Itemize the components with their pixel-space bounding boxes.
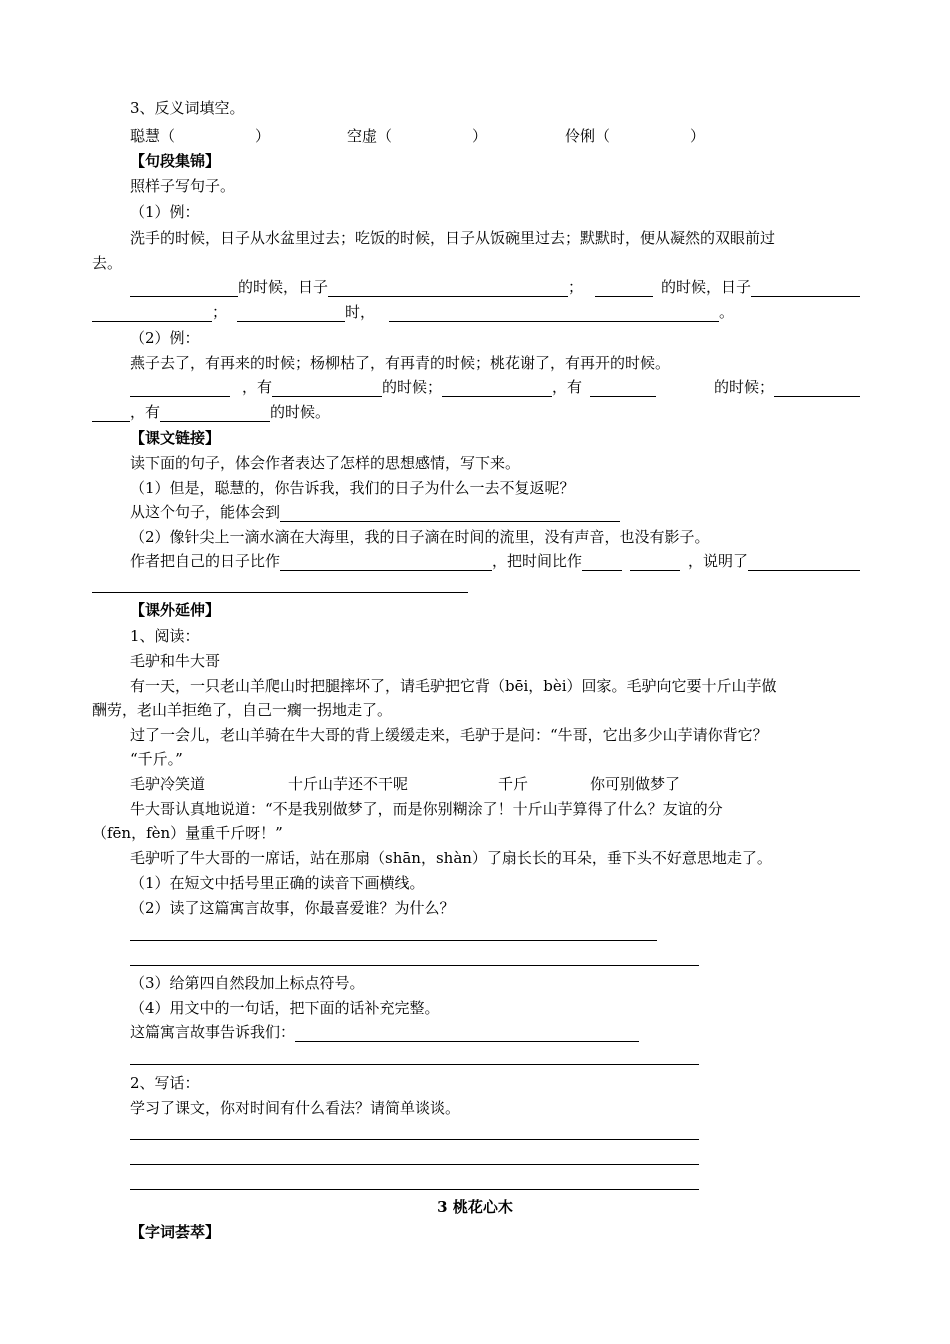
- blank-line[interactable]: [130, 380, 230, 397]
- writing-prompt: 学习了课文，你对时间有什么看法？请简单谈谈。: [130, 1099, 461, 1117]
- text-link-instruction: 读下面的句子，体会作者表达了怎样的思想感情，写下来。: [130, 454, 521, 472]
- example-1-label: （1）例：: [130, 203, 200, 221]
- task-4-fill: 这篇寓言故事告诉我们：: [92, 1022, 860, 1042]
- section-heading-text-link: 【课文链接】: [130, 429, 221, 447]
- story-paragraph-1-line-1: 有一天，一只老山羊爬山时把腿摔坏了，请毛驴把它背（bēi，bèi）回家。毛驴向它要十斤山芋做: [130, 677, 777, 695]
- blank-line[interactable]: [774, 380, 860, 397]
- story-paragraph-3-part-3: 千斤: [498, 775, 529, 793]
- answer-line[interactable]: [130, 1139, 699, 1140]
- blank-line[interactable]: [590, 380, 656, 397]
- answer-line[interactable]: [130, 1164, 699, 1165]
- fill-row-1a: 的时候，日子 ； 的时候，日子: [92, 277, 860, 297]
- fill-row-2b: ，有 的时候。: [92, 402, 860, 422]
- blank-line[interactable]: [280, 505, 620, 522]
- text-link-q2-fill: 作者把自己的日子比作 ，把时间比作 ，说明了: [92, 551, 860, 571]
- blank-line[interactable]: [160, 405, 270, 422]
- blank-line[interactable]: [92, 405, 130, 422]
- antonym-close-1: ）: [255, 127, 271, 145]
- blank-line[interactable]: [748, 554, 860, 571]
- story-paragraph-3-part-1: 毛驴冷笑道: [130, 775, 206, 793]
- section-heading-vocabulary: 【字词荟萃】: [130, 1223, 221, 1241]
- blank-line[interactable]: [328, 280, 568, 297]
- antonym-title: 3、反义词填空。: [130, 99, 245, 117]
- sentence-instruction: 照样子写句子。: [130, 177, 236, 195]
- story-paragraph-5: 毛驴听了牛大哥的一席话，站在那扇（shān，shàn）了扇长长的耳朵，垂下头不好意思地走了。: [130, 849, 772, 867]
- story-paragraph-4-line-1: 牛大哥认真地说道：“不是我别做梦了，而是你别糊涂了！十斤山芋算得了什么？友谊的分: [130, 800, 723, 818]
- blank-line[interactable]: [92, 305, 212, 322]
- blank-line[interactable]: [751, 280, 860, 297]
- fill-row-2a: ，有 的时候； ，有 的时候；: [92, 377, 860, 397]
- blank-line[interactable]: [582, 554, 622, 571]
- reading-label: 1、阅读：: [130, 627, 200, 645]
- example-2-label: （2）例：: [130, 329, 200, 347]
- blank-line[interactable]: [389, 305, 719, 322]
- answer-line[interactable]: [92, 592, 468, 593]
- blank-line[interactable]: [272, 380, 382, 397]
- example-2-line: 燕子去了，有再来的时候；杨柳枯了，有再青的时候；桃花谢了，有再开的时候。: [130, 354, 671, 372]
- story-paragraph-4-line-2: （fēn，fèn）量重千斤呀！”: [92, 824, 283, 842]
- example-1-line-1: 洗手的时候，日子从水盆里过去；吃饭的时候，日子从饭碗里过去；默默时，便从凝然的双眼前过: [130, 229, 776, 247]
- section-heading-extension: 【课外延伸】: [130, 601, 221, 619]
- story-title: 毛驴和牛大哥: [130, 652, 221, 670]
- antonym-close-2: ）: [472, 127, 488, 145]
- story-paragraph-3-part-2: 十斤山芋还不干呢: [288, 775, 409, 793]
- story-paragraph-2-line-2: “千斤。”: [130, 750, 183, 768]
- text-link-question-2: （2）像针尖上一滴水滴在大海里，我的日子滴在时间的流里，没有声音，也没有影子。: [130, 528, 710, 546]
- story-paragraph-2-line-1: 过了一会儿，老山羊骑在牛大哥的背上缓缓走来，毛驴于是问：“牛哥，它出多少山芋请你背它？: [130, 726, 768, 744]
- blank-line[interactable]: [130, 280, 238, 297]
- example-1-line-2: 去。: [92, 254, 123, 272]
- story-paragraph-3-part-4: 你可别做梦了: [590, 775, 681, 793]
- answer-line[interactable]: [130, 1064, 699, 1065]
- text-link-question-1: （1）但是，聪慧的，你告诉我，我们的日子为什么一去不复返呢？: [130, 479, 575, 497]
- antonym-item-3: 伶俐（: [565, 127, 611, 145]
- blank-line[interactable]: [630, 554, 680, 571]
- blank-line[interactable]: [280, 554, 492, 571]
- section-heading-sentence: 【句段集锦】: [130, 152, 221, 170]
- blank-line[interactable]: [442, 380, 552, 397]
- blank-line[interactable]: [237, 305, 345, 322]
- antonym-close-3: ）: [690, 127, 706, 145]
- task-1: （1）在短文中括号里正确的读音下画横线。: [130, 874, 425, 892]
- antonym-item-1: 聪慧（: [130, 127, 176, 145]
- answer-line[interactable]: [130, 940, 657, 941]
- task-2: （2）读了这篇寓言故事，你最喜爱谁？为什么？: [130, 899, 455, 917]
- story-paragraph-1-line-2: 酬劳，老山羊拒绝了，自己一瘸一拐地走了。: [92, 701, 393, 719]
- writing-label: 2、写话：: [130, 1074, 200, 1092]
- answer-line[interactable]: [130, 1189, 699, 1190]
- blank-line[interactable]: [295, 1025, 639, 1042]
- task-3: （3）给第四自然段加上标点符号。: [130, 974, 365, 992]
- fill-row-1b: ； 时， 。: [92, 302, 860, 322]
- lesson-3-title: 3 桃花心木: [437, 1198, 513, 1216]
- task-4: （4）用文中的一句话，把下面的话补充完整。: [130, 999, 440, 1017]
- text-link-q1-fill: 从这个句子，能体会到: [92, 502, 860, 522]
- blank-line[interactable]: [595, 280, 653, 297]
- antonym-item-2: 空虚（: [347, 127, 393, 145]
- answer-line[interactable]: [130, 965, 699, 966]
